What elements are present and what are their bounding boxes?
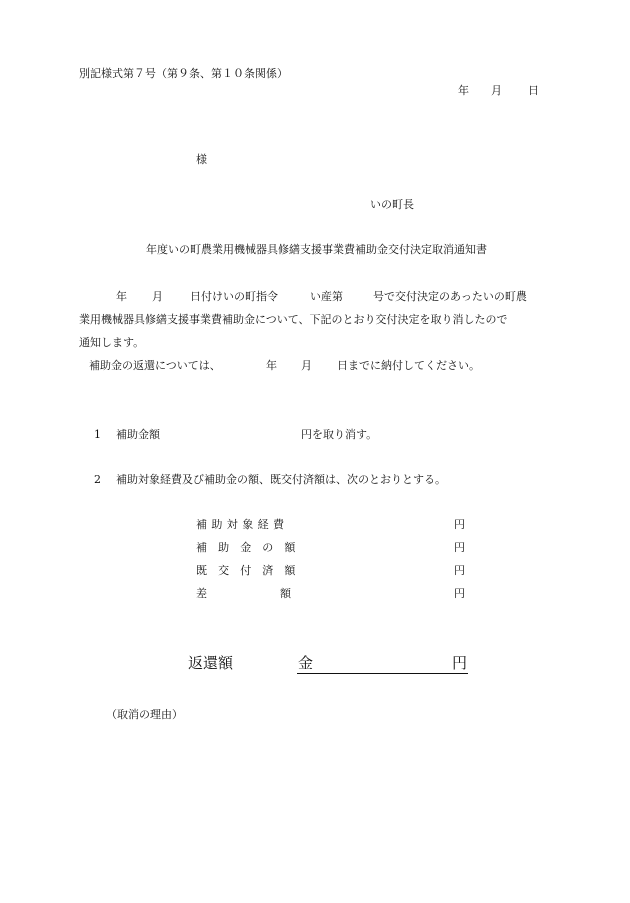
body-line1-year: 年	[116, 290, 127, 303]
refund-kin: 金	[298, 654, 314, 672]
item2-text: 補助対象経費及び補助金の額、既交付済額は、次のとおりとする。	[116, 473, 446, 486]
reason-label: （取消の理由）	[106, 708, 183, 721]
body-line1-text-b: い産第	[310, 290, 343, 303]
form-label: 別記様式第７号（第９条、第１０条関係）	[79, 67, 288, 80]
body-line1-text-c: 号で交付決定のあったいの町農	[373, 290, 527, 303]
body-line1-text-a: 日付けいの町指令	[190, 290, 278, 303]
breakdown-label: 差額	[196, 587, 364, 600]
breakdown-unit: 円	[454, 541, 465, 554]
refund-unit: 円	[452, 654, 468, 672]
item1-label: 補助金額	[116, 428, 160, 441]
refund-label: 返還額	[188, 654, 234, 672]
body-line1-month: 月	[152, 290, 163, 303]
sender-name: いの町長	[370, 198, 414, 211]
date-year-label: 年	[458, 84, 469, 97]
date-month-label: 月	[491, 84, 502, 97]
document-title: 年度いの町農業用機械器具修繕支援事業費補助金交付決定取消通知書	[146, 243, 487, 256]
item2-number: 2	[94, 473, 101, 486]
breakdown-unit: 円	[454, 518, 465, 531]
breakdown-unit: 円	[454, 564, 465, 577]
addressee-suffix: 様	[196, 153, 207, 166]
body-line4-month: 月	[301, 359, 312, 372]
date-day-label: 日	[528, 84, 539, 97]
breakdown-label: 既交付済額	[196, 564, 307, 577]
body-line4-year: 年	[266, 359, 277, 372]
body-line4-text-b: 日までに納付してください。	[337, 359, 480, 372]
breakdown-unit: 円	[454, 587, 465, 600]
body-line2: 業用機械器具修繕支援事業費補助金について、下記のとおり交付決定を取り消したので	[79, 313, 508, 326]
refund-underline	[297, 673, 468, 674]
item1-number: 1	[94, 428, 101, 441]
item1-text: 円を取り消す。	[301, 428, 378, 441]
breakdown-label: 補助対象経費	[196, 518, 289, 531]
breakdown-label: 補助金の額	[196, 541, 307, 554]
body-line3: 通知します。	[79, 336, 145, 349]
body-line4-text-a: 補助金の返還については、	[89, 359, 221, 372]
